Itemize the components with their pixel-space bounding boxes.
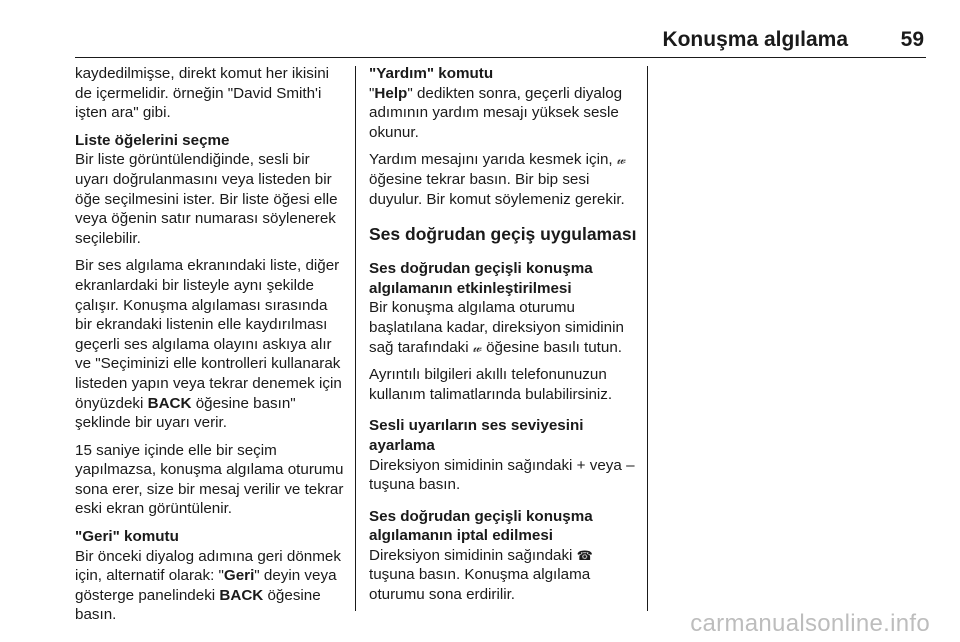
voice-command-icon: 𝓌 [616, 152, 626, 168]
help-keyword: Help [374, 84, 408, 102]
cancel-paragraph: Direksiyon simidinin sağındaki ☎ tuşuna basın. Konuşma algılama oturumu sona erdirilir. [369, 546, 593, 604]
watermark: carmanualsonline.info [690, 610, 930, 637]
intro-paragraph: kaydedilmişse, direkt komut her ikisini de içermelidir. örneğin "David Smith'i işten ara" gibi. [75, 65, 330, 122]
cancel-heading: Ses doğrudan geçişli konuşma algılamanın iptal edilmesi [369, 507, 593, 545]
right-column [369, 64, 637, 613]
back-command-paragraph: Bir önceki diyalog adımına geri dönmek için, alternatif olarak: "Geri" deyin veya gösterge panelindeki BACK öğesine basın. [75, 547, 341, 624]
help-paragraph-1: "Help" dedikten sonra, geçerli diyalog adımının yardım mesajı yüksek sesle okunur. [369, 84, 623, 141]
column-divider [355, 66, 356, 611]
left-column [75, 64, 345, 633]
back-key-label: BACK [147, 394, 192, 412]
minus-icon: – [626, 456, 635, 474]
voice-command-icon: 𝓌 [472, 339, 482, 355]
back-key-label: BACK [219, 586, 264, 604]
list-selection-heading: Liste öğelerini seçme [75, 131, 230, 149]
list-paragraph-1: Bir liste görüntülendiğinde, sesli bir uyarı doğrulanmasını veya listeden bir öğe seçilmesini ister. Bir liste öğesi elle veya öğenin satır numarası söylenerek seçilebilir. [75, 151, 338, 247]
volume-heading: Sesli uyarıların ses seviyesini ayarlama [369, 417, 584, 454]
help-paragraph-2: Yardım mesajını yarıda kesmek için, 𝓌 öğesine tekrar basın. Bir bip sesi duyulur. Bir komut söylemeniz gerekir. [369, 151, 626, 208]
enable-paragraph-1: Bir konuşma algılama oturumu başlatılana kadar, direksiyon simidinin sağ tarafındaki 𝓌 öğesine basılı tutun. [369, 299, 624, 356]
plus-icon: + [576, 456, 586, 474]
volume-paragraph: Direksiyon simidinin sağındaki + veya – tuşuna basın. [369, 456, 635, 494]
page-title: Konuşma algılama [662, 28, 848, 51]
header-divider [75, 57, 926, 58]
list-paragraph-2: Bir ses algılama ekranındaki liste, diğer ekranlardaki bir listeyle aynı şekilde çalışır. Konuşma algılaması sırasında bir ekrandaki listenin elle kaydırılması geçerli ses algılama olayını askıya alır ve "Seçiminizi elle kontrolleri kullanarak listeden yapın veya tekrar denemek için önyüzdeki BACK öğesine basın" şeklinde bir uyarı verir. [75, 257, 342, 432]
column-divider-right [647, 66, 648, 611]
enable-paragraph-2: Ayrıntılı bilgileri akıllı telefonunuzun kullanım talimatlarında bulabilirsiniz. [369, 366, 613, 403]
help-command-heading: "Yardım" komutu [369, 65, 494, 82]
enable-heading: Ses doğrudan geçişli konuşma algılamanın etkinleştirilmesi [369, 260, 593, 297]
list-paragraph-3: 15 saniye içinde elle bir seçim yapılmazsa, konuşma algılama oturumu sona erer, size bir mesaj verilir ve tekrar eski ekran görüntülenir. [75, 441, 344, 518]
geri-keyword: Geri [223, 567, 255, 585]
section-heading: Ses doğrudan geçiş uygulaması [369, 224, 637, 245]
page-header [0, 0, 960, 58]
hang-up-icon: ☎ [576, 547, 593, 563]
page-number: 59 [900, 28, 924, 51]
back-command-heading: "Geri" komutu [75, 528, 179, 546]
